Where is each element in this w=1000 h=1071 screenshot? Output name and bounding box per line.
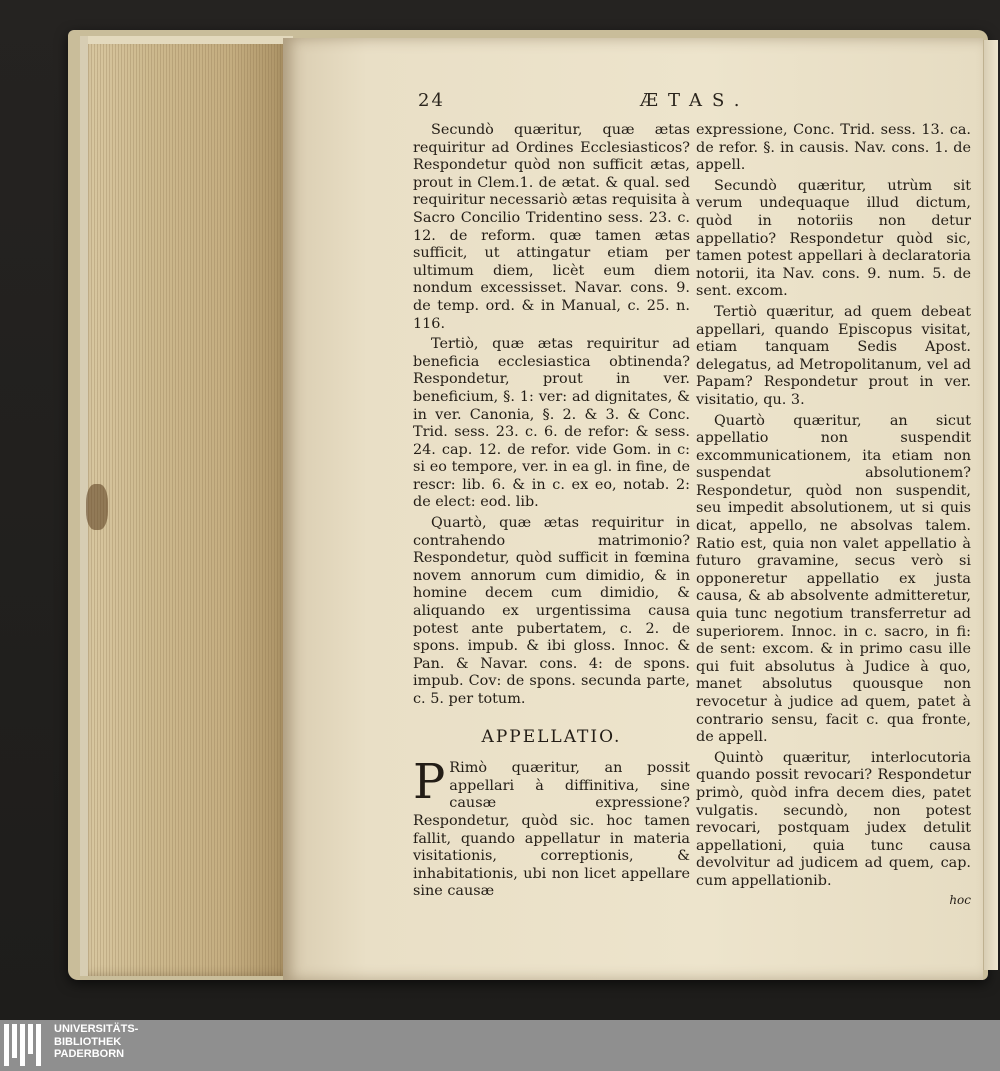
paragraph: Tertiò quæritur, ad quem debeat appellari, quando Episcopus visitat, etiam tanquam Sedis Apost. delegatus, ad Metropolitanum, vel ad Papam? Respondetur prout in ver. visitatio, qu. 3. bbox=[696, 303, 971, 408]
page-edges-top bbox=[88, 36, 293, 44]
next-page-edge bbox=[983, 40, 998, 970]
paragraph: Quartò quæritur, an sicut appellatio non suspendit excommunicationem, ita etiam non suspendat absolutionem? Respondetur, quòd non suspendit, seu impedit absolutionem, ut si quis dicat, appello, ne absolvas talem. Ratio est, quia non valet appellatio à futuro gravamine, secus verò si opponeretur appellatio ex justa causa, & ab absolvente admitteretur, quia tunc negotium transferretur ad superiorem. Innoc. in c. sacro, in fi: de sent: excom. & in primo casu ille qui fuit absolutus à Judice à quo, manet absolutus quousque non revocetur à judice ad quem, patet à contrario sensu, facit c. qua fronte, de appell. bbox=[696, 412, 971, 746]
book-page bbox=[283, 38, 983, 980]
page-number: 24 bbox=[418, 90, 445, 111]
paragraph: Quintò quæritur, interlocutoria quando possit revocari? Respondetur primò, quòd infra decem dies, patet vulgatis. secundò, non potest revocari, postquam judex detulit appellationi, quia tunc causa devolvitur ad judicem ad quem, cap. cum appellationib. bbox=[696, 749, 971, 889]
catchword: hoc bbox=[949, 892, 971, 907]
paragraph: Quartò, quæ ætas requiritur in contrahendo matrimonio? Respondetur, quòd sufficit in fœmina novem annorum cum dimidio, & in homine decem cum dimidio, & aliquando ex urgentissima causa potest ante pubertatem, c. 2. de spons. impub. & ibi gloss. Innoc. & Pan. & Navar. cons. 4: de spons. impub. Cov: de spons. secunda parte, c. 5. per totum. bbox=[413, 515, 690, 707]
section-paragraph bbox=[413, 754, 690, 901]
page-stain bbox=[86, 484, 108, 530]
paragraph: expressione, Conc. Trid. sess. 13. ca. de refor. §. in causis. Nav. cons. 1. de appell. bbox=[696, 122, 971, 174]
library-footer bbox=[0, 1020, 1000, 1071]
paragraph: Tertiò, quæ ætas requiritur ad beneficia ecclesiastica obtinenda? Respondetur, prout in ver. beneficium, §. 1: ver: ad dignitates, & in ver. Canonia, §. 2. & 3. & Conc. Trid. sess. 23. c. 6. de refor: & sess. 24. cap. 12. de refor. vide Gom. in c: si eo tempore, ver. in ea gl. in fine, de rescr: lib. 6. & in c. ex eo, notab. 2: de elect: eod. lib. bbox=[413, 336, 690, 511]
left-column bbox=[413, 122, 690, 904]
library-name bbox=[54, 1023, 138, 1061]
section-paragraph-text: Rimò quæritur, an possit appellari à diffinitiva, sine causæ expressione? Respondetur, quòd sic. hoc tamen fallit, quando appellatur in materia visitationis, correptionis, & inhabitationis, ubi non licet appellare sine causæ bbox=[413, 760, 690, 900]
library-name-line3: PADERBORN bbox=[54, 1048, 125, 1060]
page-title: ÆTAS. bbox=[640, 90, 750, 111]
section-heading: APPELLATIO. bbox=[481, 726, 622, 747]
library-name-line2: BIBLIOTHEK bbox=[54, 1035, 122, 1048]
paragraph: Secundò quæritur, utrùm sit verum undequaque illud dictum, quòd in notoriis non detur appellatio? Respondetur quòd sic, tamen potest appellari à declaratoria notorii, ita Nav. cons. 9. num. 5. de sent. excom. bbox=[696, 177, 971, 300]
paragraph: Secundò quæritur, quæ ætas requiritur ad Ordines Ecclesiasticos? Respondetur quòd non sufficit ætas, prout in Clem.1. de ætat. & qual. sed requiritur necessariò ætas requisita à Sacro Concilio Tridentino sess. 23. c. 12. de reform. quæ tamen ætas sufficit, ut attingatur etiam per ultimum diem, licèt eum diem nondum excessisset. Navar. cons. 9. de temp. ord. & in Manual, c. 25. n. 116. bbox=[413, 122, 690, 332]
library-logo-icon bbox=[4, 1024, 44, 1066]
library-name-line1: UNIVERSITÄTS- bbox=[54, 1023, 139, 1035]
dropcap: P bbox=[413, 754, 446, 811]
page-edges bbox=[80, 36, 293, 976]
right-column bbox=[696, 122, 971, 909]
